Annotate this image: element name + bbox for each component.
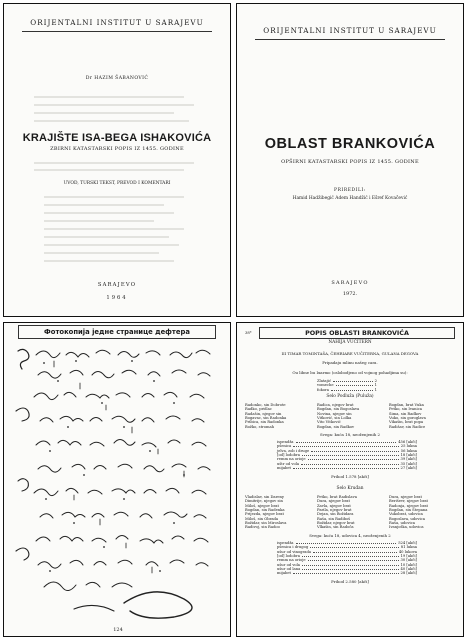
bleed-through-text [34, 112, 174, 114]
table-row: remm na orioje 39 [akči] [277, 457, 417, 462]
ottoman-manuscript-image [14, 341, 222, 631]
table-row: ušur od vinograda 40 lukova [277, 549, 417, 554]
residents-column: Petko, brat Radislava Dura, njegov brat Zavla, njegov brat Parila, njegov brat Dejan, sin Božidara Raša, sin Radiboš Božidar, njegov brat Vlkašin, sin Radoča [317, 495, 357, 530]
table-row: ušur od lana 40 [akči] [277, 567, 417, 572]
bleed-through-text [44, 204, 164, 206]
author-name: Dr HAZIM ŠABANOVIĆ [85, 76, 149, 81]
bleed-through-text [44, 228, 184, 230]
village-income: Prihod 1.578 [akči] [331, 474, 369, 479]
table-row: [od] lodobra 19 [akči] [277, 554, 417, 559]
book-title-page-brankovic [236, 3, 464, 317]
table-row: mijabet 28 [akči] [277, 571, 417, 576]
tax-table [277, 440, 417, 470]
book-title: KRAJIŠTE ISA-BEGA ISHAKOVIĆA [22, 132, 212, 144]
book-title: OBLAST BRANKOVIĆA [264, 136, 436, 152]
section-title: POPIS OBLASTI BRANKOVIĆA [259, 327, 455, 339]
residents-column: Radica, njegov brat Bogdan, sin Bogoslava Novina, njegov sin Vitković, sin Lolka Vito Vitković Bogdan, sin Radkov [317, 403, 360, 429]
institute-name: ORIJENTALNI INSTITUT U SARAJEVU [30, 18, 204, 27]
table-row: ispendža 524 [akči] [277, 541, 417, 545]
publication-year: 1972. [342, 291, 358, 297]
exemption-line: Ou libne bu Ixarmo (oslobodjeno od vojnog pohadjima su): [292, 370, 408, 375]
residents-column: Bogdan, brat Vuka Petko, sin Ivanica Sima, sin Radkov Vuko, sin goroglava Vikašin, brat popa Radišav, sin Radice [389, 403, 426, 429]
bleed-through-text [44, 212, 174, 214]
list-item: fokora 1 [317, 387, 377, 392]
bleed-through-text [44, 196, 184, 198]
page-marker: 38* [245, 331, 252, 335]
census-text-page [236, 322, 464, 637]
residents-column: Dura, njegov brat Beriševr, njegov brat Radonja, njegov brat Bogdan, sin Stepana Vukobrat, udovica Bogoslava, udovica Raša, udovica Ivanjoška, udovica [389, 495, 429, 530]
table-row: ušur od vola 10 [akči] [277, 562, 417, 567]
table-row: remm na orioje 30 [akči] [277, 558, 417, 563]
village-heading: Selo Podluža (Puluža) [326, 394, 374, 399]
timar-note: Pripadaju mlinu našeg cara. [322, 360, 378, 365]
bleed-through-text [44, 220, 154, 222]
page-number: 124 [113, 627, 123, 633]
table-row: mijabet 27 [akči] [277, 466, 417, 471]
editors-names: Hamid Hadžibegić Adem Handžić i Ešref Kovačević [292, 196, 408, 201]
photocopy-heading: Фотокопија једне странице дефтера [18, 325, 216, 339]
nahija-heading: NAHIJA VUČITERN [328, 340, 372, 345]
table-row: pšenica i drugog 81 lukna [277, 545, 417, 550]
institute-name: ORIJENTALNI INSTITUT U SARAJEVU [263, 26, 437, 35]
publication-year: 1964 [106, 295, 128, 301]
table-row: pšenica 25 lukna [277, 444, 417, 449]
bleed-through-text [34, 120, 189, 122]
publication-city: SARAJEVO [331, 280, 369, 286]
book-title-page-krajiste [3, 3, 231, 317]
table-row: ispendža 456 [akči] [277, 440, 417, 444]
bleed-through-text [44, 236, 169, 238]
village-income: Prihod 2.580 [akči] [331, 579, 369, 584]
table-row: [od] lodobra 18 [akči] [277, 453, 417, 458]
bleed-through-text [34, 169, 184, 171]
village-heading: Selo Kruđan [336, 486, 364, 491]
village-summary: Svega: kuća 18, neoženjenih 2 [319, 432, 381, 437]
table-row: uštr od vola 35 [akči] [277, 461, 417, 466]
calligraphy-image [14, 341, 222, 626]
manuscript-photocopy-page [3, 322, 231, 637]
timar-heading: III TIMAR TOMINTAŠA, ČEHRIARE VUČITERNA, GULANA DEGOVA [281, 351, 419, 356]
table-row: jelva, zob i druge 56 lukna [277, 448, 417, 453]
book-subtitle: ZBIRNI KATASTARSKI POPIS IZ 1455. GODINE [50, 146, 184, 152]
bleed-through-text [44, 260, 174, 262]
residents-column: Vladislav, sin Dareny Dimitrije, njegov sin Miloš, njegov brat Bogdan, sin Radenka Prijezda, njegov brat Miloš, sin Obrada Božidar, sin Miroslava Radivoj, sin Radoo [245, 495, 287, 530]
bleed-through-text [34, 96, 184, 98]
residents-column: Radonko, sin Dobrote Radko, prišlac Radašin, njegov sin Bogavac, sin Radonka Pribica, sin Radonka Božko, stromah [245, 403, 287, 429]
editors-label: PRIREDILI: [334, 188, 366, 193]
exemption-list [317, 379, 377, 392]
edition-note: UVOD, TURSKI TEKST, PREVOD I KOMENTARI [63, 181, 171, 186]
tax-table [277, 541, 417, 576]
village-summary: Svega: kuća 18, udovica 4, neoženjenih 2 [309, 533, 391, 538]
divider [255, 39, 445, 40]
list-item: vomeche 1 [317, 383, 377, 388]
bleed-through-text [44, 244, 179, 246]
bleed-through-text [34, 104, 194, 106]
publication-city: SARAJEVO [97, 282, 137, 288]
list-item: Zlatajić 2 [317, 379, 377, 383]
bleed-through-text [44, 252, 159, 254]
bleed-through-text [34, 162, 194, 164]
book-subtitle: OPŠIRNI KATASTARSKI POPIS IZ 1455. GODINE [281, 159, 419, 165]
divider [22, 31, 212, 32]
